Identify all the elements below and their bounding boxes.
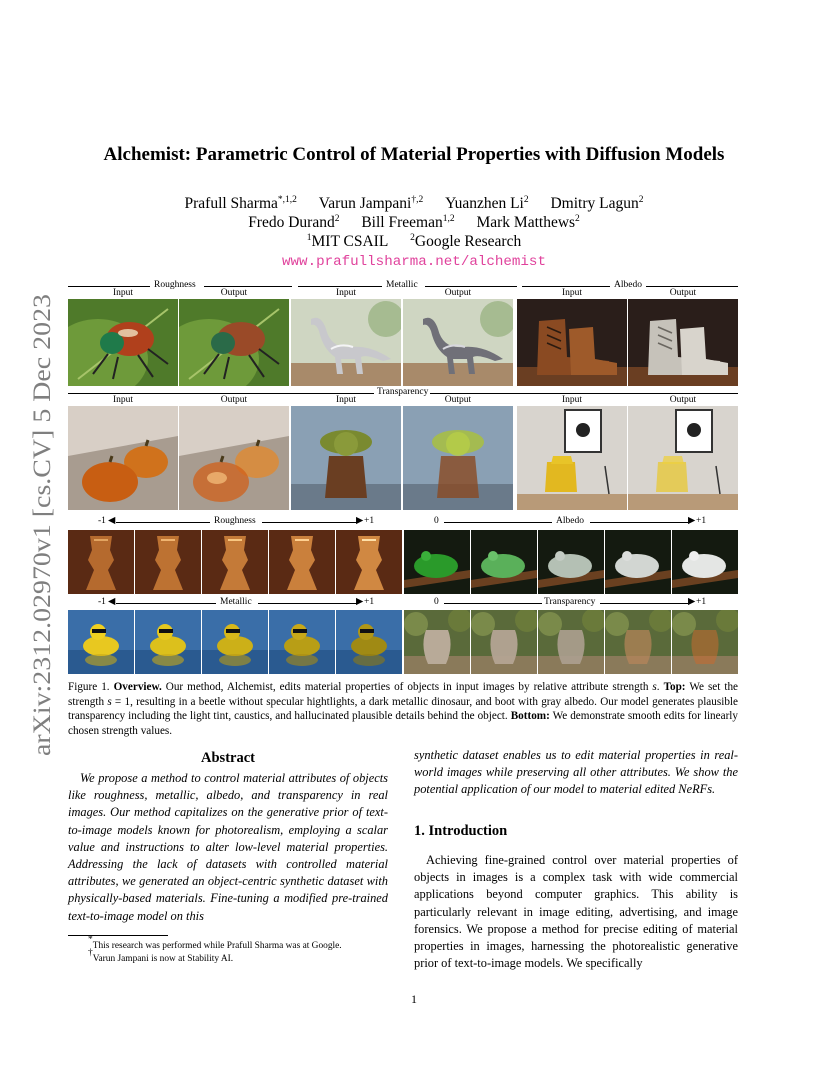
- author: Fredo Durand$^2$: [248, 214, 340, 231]
- output-label: Output: [444, 395, 472, 405]
- scale-end: +1: [696, 516, 707, 526]
- row-title: Transparency: [377, 387, 429, 397]
- figure-caption: [68, 680, 738, 738]
- beetle-input-image: [68, 299, 178, 386]
- caption-bold: Overview.: [113, 681, 162, 693]
- pumpkins-input-image: [68, 406, 178, 510]
- caption-bold: Bottom:: [510, 710, 550, 723]
- input-label: Input: [112, 395, 134, 405]
- caption-bold: Top:: [663, 681, 686, 693]
- bracket-line: [646, 286, 738, 287]
- vase-image: [538, 610, 604, 674]
- vase-image: [605, 610, 671, 674]
- input-label: Input: [112, 288, 134, 298]
- arrow-left-icon: ◀: [108, 597, 116, 607]
- arxiv-stamp: [10, 290, 62, 760]
- affiliations: [0, 233, 828, 251]
- beetle-output-image: [179, 299, 289, 386]
- scale-line: [444, 522, 552, 523]
- vase-image: [471, 610, 537, 674]
- output-label: Output: [669, 288, 697, 298]
- toy-figure-input-image: [291, 406, 401, 510]
- bracket-line: [430, 393, 738, 394]
- scale-end: +1: [364, 516, 375, 526]
- yellow-chair-output-image: [628, 406, 738, 510]
- frog-image: [672, 530, 738, 594]
- footnote: †Varun Jampani is now at Stability AI.: [88, 948, 234, 964]
- author: Mark Matthews$^2$: [476, 214, 580, 231]
- output-label: Output: [444, 288, 472, 298]
- scale-line: [116, 522, 210, 523]
- bracket-line: [298, 286, 382, 287]
- frog-image: [538, 530, 604, 594]
- arrow-left-icon: ◀: [108, 516, 116, 526]
- abstract-heading: Abstract: [201, 750, 255, 766]
- caption-label: Figure 1.: [68, 681, 110, 693]
- scale-start: -1: [98, 516, 106, 526]
- page-number: 1: [411, 992, 417, 1006]
- toy-figure-output-image: [403, 406, 513, 510]
- paper-title: Alchemist: Parametric Control of Material Properties with Diffusion Models: [103, 144, 725, 165]
- scale-title: Metallic: [220, 597, 252, 607]
- boot-output-image: [628, 299, 738, 386]
- dinosaur-output-image: [403, 299, 513, 386]
- caption-text: = 1, resulting in a beetle without specular hightlights, a dark metallic dinosaur, and boot with gray albedo. Our model generates plausible transparency including the light tint, caustics, and hallucinated plausible details behind the object.: [68, 695, 738, 723]
- arxiv-stamp-text: arXiv:2312.02970v1 [cs.CV] 5 Dec 2023: [29, 342, 56, 756]
- abstract-body: We propose a method to control material attributes of objects like roughness, metallic, albedo, and transparency in real images. Our method capitalizes on the generative prior of text-to-image models known for photorealism, employing a scalar value and instructions to alter low-level material properties. Addressing the lack of datasets with controlled material attributes, we generated an object-centric synthetic dataset with physically-based materials. Fine-tuning a modified pre-trained text-to-image model on this: [68, 771, 388, 923]
- frog-image: [605, 530, 671, 594]
- yellow-chair-input-image: [517, 406, 627, 510]
- input-label: Input: [561, 395, 583, 405]
- arrow-right-icon: ▶: [688, 516, 696, 526]
- bust-image: [336, 530, 402, 594]
- bust-image: [269, 530, 335, 594]
- arrow-right-icon: ▶: [356, 597, 364, 607]
- scale-line: [116, 603, 216, 604]
- author: Dmitry Lagun$^2$: [550, 195, 644, 212]
- scale-start: -1: [98, 597, 106, 607]
- arrow-right-icon: ▶: [356, 516, 364, 526]
- caption-text: Our method, Alchemist, edits material properties of objects in input images by relative attribute strength: [161, 681, 653, 693]
- scale-title: Roughness: [214, 516, 256, 526]
- caption-var: s: [107, 695, 112, 708]
- bracket-line: [68, 286, 150, 287]
- bracket-line: [204, 286, 292, 287]
- author: Varun Jampani$^{\dagger,2}$: [318, 195, 424, 212]
- frog-image: [404, 530, 470, 594]
- duck-image: [336, 610, 402, 674]
- group-title: Roughness: [154, 280, 196, 290]
- input-label: Input: [335, 288, 357, 298]
- scale-end: +1: [364, 597, 375, 607]
- affiliation: $^1$MIT CSAIL: [306, 233, 389, 250]
- duck-image: [202, 610, 268, 674]
- output-label: Output: [669, 395, 697, 405]
- affiliation: $^2$Google Research: [410, 233, 522, 250]
- abstract-continued: synthetic dataset enables us to edit material properties in real-world images while preserving all other attributes. We show the potential application of our model to material edited NeRFs.: [414, 748, 738, 797]
- section-heading: 1. Introduction: [414, 823, 508, 839]
- scale-end: +1: [696, 597, 707, 607]
- footnote-rule: [68, 935, 168, 936]
- caption-text: .: [656, 681, 664, 693]
- caption-text: We demonstrate smooth edits for linearly chosen strength values.: [68, 710, 739, 737]
- footnote: *This research was performed while Prafull Sharma was at Google.: [88, 935, 342, 951]
- caption-text: We set the strength: [68, 681, 739, 708]
- input-label: Input: [335, 395, 357, 405]
- scale-line: [262, 522, 358, 523]
- vase-image: [672, 610, 738, 674]
- pumpkins-output-image: [179, 406, 289, 510]
- scale-title: Transparency: [544, 597, 596, 607]
- bracket-line: [425, 286, 517, 287]
- scale-line: [600, 603, 688, 604]
- vase-image: [404, 610, 470, 674]
- duck-image: [135, 610, 201, 674]
- project-url[interactable]: www.prafullsharma.net/alchemist: [282, 254, 546, 270]
- duck-image: [68, 610, 134, 674]
- duck-image: [269, 610, 335, 674]
- author: Prafull Sharma$^{*,1,2}$: [184, 195, 297, 212]
- scale-line: [590, 522, 688, 523]
- author: Bill Freeman$^{1,2}$: [361, 214, 455, 231]
- bust-image: [202, 530, 268, 594]
- scale-start: 0: [434, 516, 439, 526]
- output-label: Output: [220, 288, 248, 298]
- bust-image: [135, 530, 201, 594]
- dinosaur-input-image: [291, 299, 401, 386]
- scale-line: [258, 603, 358, 604]
- intro-body: Achieving fine-grained control over material properties of objects in images is a complex task with wide commercial applications beyond computer graphics. This ability is particularly relevant in image editing, advertising, and image forensics. We propose a method for precise editing of material properties in images, harnessing the photorealistic generative prior of text-to-image models. We specifically: [414, 853, 738, 971]
- scale-start: 0: [434, 597, 439, 607]
- bust-image: [68, 530, 134, 594]
- author: Yuanzhen Li$^2$: [445, 195, 529, 212]
- boot-input-image: [517, 299, 627, 386]
- caption-var: s: [652, 681, 657, 693]
- group-title: Metallic: [386, 280, 418, 290]
- arrow-right-icon: ▶: [688, 597, 696, 607]
- group-title: Albedo: [614, 280, 642, 290]
- scale-line: [444, 603, 542, 604]
- bracket-line: [522, 286, 610, 287]
- scale-title: Albedo: [556, 516, 584, 526]
- output-label: Output: [220, 395, 248, 405]
- frog-image: [471, 530, 537, 594]
- author-line-2: [0, 214, 828, 232]
- author-line-1: [0, 195, 828, 213]
- bracket-line: [68, 393, 374, 394]
- input-label: Input: [561, 288, 583, 298]
